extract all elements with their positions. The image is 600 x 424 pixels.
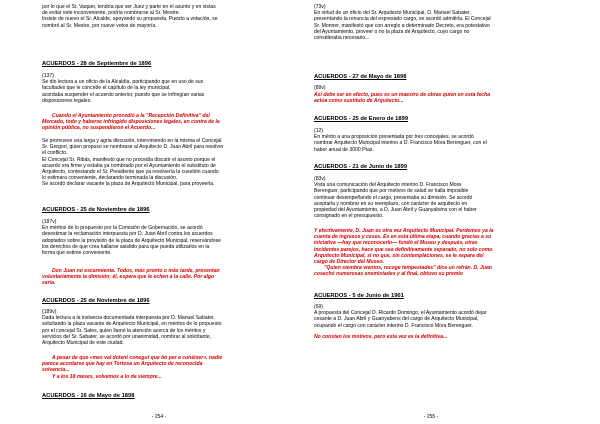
paragraph	[314, 85, 576, 91]
text-line: el conflicto.	[42, 150, 68, 157]
commentary	[42, 113, 304, 132]
text-line: forma que estime conveniente.	[42, 250, 112, 257]
text-line: Arquitecto Municipal, si no que, sin contemplaciones, se le separa del	[314, 252, 484, 259]
text-line: Se promueve una larga y agria discusión, interviniendo en la misma el Concejal	[42, 138, 222, 144]
section-heading: ACUERDOS - 28 de Septiembre de 1896	[42, 61, 152, 67]
commentary	[314, 92, 576, 104]
text-line: aceptarla y nombrar en su reemplazo, con carácter de arquitecto en	[314, 200, 468, 207]
text-line: No constan los motivos, pero esta vez es la definitiva...	[314, 334, 448, 340]
text-line: cesante a D. Juan Abril y Guanyabens del cargo de Arquitecto Municipal,	[314, 316, 479, 323]
text-line: acuerdo era firme y estaba ya nombrado por el Ayuntamiento el substituto de	[42, 162, 216, 169]
left-page	[42, 4, 304, 414]
folio-ref: (83v)	[314, 176, 326, 182]
text-line: Vista una comunicación del Arquitecto interino D. Francisco Mora	[314, 182, 462, 189]
paragraph	[42, 138, 304, 188]
text-line: consideraba necesario...	[314, 35, 370, 42]
section-heading: ACUERDOS - 16 de Mayo de 1898	[42, 393, 135, 399]
text-line: Mercado, todo y haberse infringido disposiciones legales, en contra de la	[42, 119, 220, 126]
section-heading: ACUERDOS - 21 de Junio de 1899	[314, 164, 408, 170]
text-line: solicitando la plaza vacante de Arquitecto Municipal, en méritos de lo propuesto	[42, 321, 222, 328]
text-line: En méritos de lo propuesto por la Comisión de Gobernación, se acordó	[42, 225, 203, 232]
text-line: A pesar de que «mes val dolent conegut que bò per a conèixer», nadie	[52, 355, 223, 361]
section-heading: ACUERDOS - 25 de Enero de 1899	[314, 116, 409, 122]
commentary	[42, 268, 304, 287]
folio-ref: (187v)	[42, 219, 57, 225]
page-number: - 254 -	[151, 414, 167, 420]
text-line: por lo que el Sr. Vaquer, tendría que ser Juez y parte en el asunto y en vistas	[42, 4, 216, 10]
commentary	[42, 355, 304, 380]
text-line: incidentes parejos, hace que sea definitivamente separado, no solo como	[314, 246, 493, 253]
paragraph	[42, 73, 304, 104]
text-line: iniciativa —hay que reconocerlo— fundó el Museo y después, otras	[314, 240, 478, 247]
section-heading: ACUERDOS - 25 de Noviembre de 1896	[42, 207, 150, 213]
text-line: los derechos de que crea hallarse asistido para que pueda utilizarlos en la	[42, 243, 210, 250]
paragraph	[314, 176, 576, 219]
text-line: consignado en el presupuesto.	[314, 213, 384, 220]
text-line: acordaba suspender el acuerdo anterior, puesto que se infringían varias	[42, 91, 205, 98]
text-line: "Quien siembra vientos, recoge tempestades" dice un refrán. D. Juan	[324, 265, 492, 272]
text-line: parece acordarse que hay en Tortosa un Arquitecto de reconocida	[42, 361, 203, 368]
folio-ref: (12)	[314, 128, 324, 134]
text-line: Se dio lectura a un oficio de la Alcaldía, participando que en uso de sus	[42, 79, 204, 86]
folio-ref: (189v)	[42, 309, 57, 315]
text-line: facultades que le concede el capítulo de la ley municipal,	[42, 85, 171, 92]
text-line: En mérito a una proposición presentada por tres concejales, se acordó	[314, 134, 474, 141]
text-line: propiedad del Ayuntamiento, a D. Juan Abril y Guanyabens con el haber	[314, 207, 477, 214]
text-line: adoptados sobre la provisión de la plaza de Arquitecto Municipal, reservándose	[42, 237, 221, 244]
text-line: sería.	[42, 280, 56, 287]
text-line: de evitar este inconveniente, podría nombrarse al Sr. Mestre.	[42, 10, 180, 17]
text-line: Don Juan no escarmienta. Todos, más pronto o más tarde, presentan	[52, 268, 220, 274]
section-heading: ACUERDOS - 27 de Mayo de 1898	[314, 74, 407, 80]
commentary	[314, 228, 576, 278]
text-line: solvencia...	[42, 367, 70, 374]
folio-ref: (89v)	[314, 85, 326, 91]
text-line: Insiste de nuevo el Sr. Alcalde, apoyando su propuesta. Puesto a votación, se	[42, 16, 218, 23]
text-line: opinión pública, no suspendieron el Acuerdo...	[42, 125, 156, 132]
paragraph	[42, 219, 304, 256]
text-line: Cuando el Ayuntamiento procedió a la "Recepción Definitiva" del	[52, 113, 210, 119]
text-line: El Concejal Sr. Ribás, manifestó que no procedía discutir el asunto porque el	[42, 156, 216, 163]
text-line: Arquitecto, contestando el Sr. Presidente que ya resolvería la cuestión cuando	[42, 169, 219, 176]
section-heading: ACUERDOS - 5 de Junio de 1901	[314, 293, 404, 299]
text-line: Arquitecto Municipal de este ciudad.	[42, 340, 124, 347]
text-line: Así debe ser en efecto, pues es un maestro de obras quien en esta fecha	[314, 92, 491, 98]
section-heading: ACUERDOS - 25 de Noviembre de 1896	[42, 298, 150, 304]
text-line: actúa como sustituto de Arquitecto...	[314, 98, 404, 105]
paragraph	[314, 304, 576, 329]
text-line: Berenguer, participando que por motivos de salud se halla imposible	[314, 188, 469, 195]
text-line: Dada lectura a la instancia documentada interpuesta por D. Manuel Sabater,	[42, 315, 215, 322]
text-line: A propuesta del Concejal D. Ricardo Domingo, el Ayuntamiento acordó dejar	[314, 310, 487, 317]
folio-ref: (69)	[314, 304, 324, 310]
text-line: Sr. Monner, manifestó que con arreglo a determinado Decreto, era potestativo	[314, 22, 490, 29]
folio-ref: (73v)	[314, 4, 326, 10]
text-line: desestimar la reclamación interpuesta por D. Juan Abril contra los acuerdos	[42, 231, 213, 238]
text-line: nombró al Sr. Mestre, por nueve votos de mayoría.	[42, 22, 157, 29]
text-line: servicios del Sr. Sabater, se acordó por unanimidad, nombrar al solicitante,	[42, 333, 212, 340]
text-line: haber anual de 3000 Ptas.	[314, 146, 374, 153]
paragraph	[42, 4, 304, 29]
text-line: cosechó numerosas enemistades y al final, obtuvo su premio	[314, 271, 463, 278]
page-number: - 255 -	[423, 414, 439, 420]
paragraph	[314, 128, 576, 153]
paragraph	[314, 4, 576, 41]
text-line: En virtud de un oficio del Sr. Arquitecto Municipal, D. Manuel Sabater,	[314, 10, 471, 17]
text-line: cuenta de ingresos y ceses. Es en esta última etapa, cuando gracias a su	[314, 234, 492, 241]
text-line: disposiciones legales.	[42, 97, 92, 104]
paragraph	[42, 309, 304, 346]
text-line: Se acordó declarar vacante la plaza de Arquitecto Municipal, para proveerla.	[42, 181, 215, 188]
text-line: presentando la renuncia del expresado cargo, se acordó admitirla. El Concejal	[314, 16, 491, 23]
text-line: continuar desempeñando el cargo, presentaba su dimisión. Se acordó	[314, 194, 473, 201]
folio-ref: (137)	[42, 73, 54, 79]
commentary	[314, 334, 576, 340]
text-line: cargo de Director del Museo.	[314, 259, 384, 266]
right-page	[314, 4, 576, 414]
text-line: ocupando el cargo con carácter interino D. Francisco Mora Berenguer.	[314, 322, 473, 329]
text-line: Y a los 18 meses, volvemos a lo de siempre...	[52, 373, 162, 380]
text-line: lo estimara conveniente, declarando terminada la discusión.	[42, 175, 178, 182]
text-line: por el concejal Sr. Sales, quien llamó la atención acerca de los méritos y	[42, 327, 206, 334]
text-line: Sr. Gregori, quien propuso se nombrase al Arquitecto D. Juan Abril para resolver	[42, 144, 224, 151]
text-line: Y efectivamente, D. Juan es otra vez Arquitecto Municipal. Perdemos ya la	[314, 228, 494, 234]
text-line: voluntariamente la dimisión; él, espera que le echen a la calle. Por algo	[42, 274, 215, 281]
text-line: nombrar Arquitecto Municipal interino a D. Francisco Mora Berenguer, con el	[314, 140, 487, 147]
text-line: del Ayuntamiento, proveer o no la plaza de Arquitecto, cuyo cargo no	[314, 28, 470, 35]
